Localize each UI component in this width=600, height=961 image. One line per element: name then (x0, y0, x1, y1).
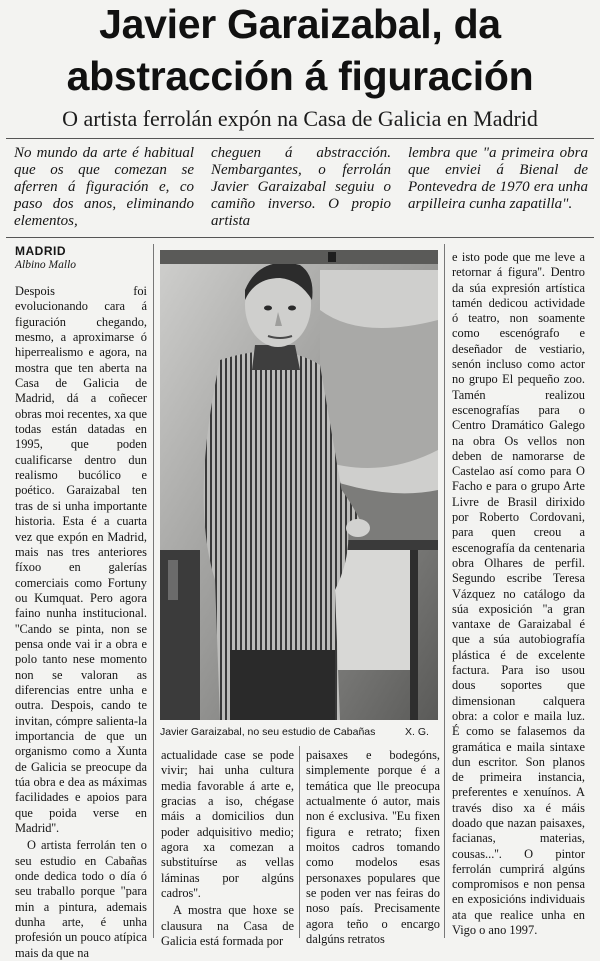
rule-top (6, 138, 594, 139)
lead-col-3: lembra que "a primeira obra que enviei á Bienal de Pontevedra de 1970 era unha arpilleira cunha zapatilla". (408, 145, 588, 212)
headline-line-2: abstracción á figuración (66, 53, 534, 99)
paragraph: actualidade case se pode vivir; hai unha cultura media favorable á arte e, gracias a iso, chégase máis a domicilios dun poder adquisitivo medio; agora xa comezan a substituírse as vellas láminas por algúns cadros''. (161, 748, 294, 901)
column-divider (444, 244, 445, 938)
body-column-middle-2 (306, 748, 440, 947)
column-divider (153, 244, 154, 938)
headline-line-1: Javier Garaizabal, da (99, 1, 501, 47)
paragraph: A mostra que hoxe se clausura na Casa de Galicia está formada por (161, 903, 294, 949)
subheadline: O artista ferrolán expón na Casa de Galicia en Madrid (62, 106, 538, 131)
artist-photo-image (160, 250, 438, 720)
paragraph: Despois foi evolucionando cara á figuración chegando, mesmo, a aproximarse ó hiperrealismo e agora, na mostra que ten aberta na Casa de Galicia de Madrid, dá a coñecer obras moi recentes, xa que todas están datadas en 1995, que poden cualificarse dentro dun realismo bucólico e poético. Garaizabal ten tras de si unha importante historia. Esta é a cuarta vez que expón en Madrid, mais nas tres anteriores fíxoo en galerías comerciais como Fortuny ou Kumquat. Pero agora faino nunha institucional. ''Cando se pinta, non se pensa onde vai ir a obra e polo tanto nese momento non se valoran as diferencias entre unha e outra. Despois, cando te invitan, cómpre salienta-la importancia de que un organismo como a Xunta de Galicia se preocupe da túa obra e dea as máximas facilidades e apoios para que poida verse en Madrid''. (15, 284, 147, 836)
body-column-right (452, 250, 585, 938)
paragraph: paisaxes e bodegóns, simplemente porque é a temática que lle preocupa actualmente ó autor, mais non é exclusiva. ''Eu fixen figura e retrato; fixen moitos cadros tomando como modelos esas personaxes populares que se poden ver nas feiras do noso país. Precisamente agora teño o encargo dalgúns retratos (306, 748, 440, 947)
column-divider (299, 746, 300, 938)
body-column-left (15, 284, 147, 961)
paragraph: e isto pode que me leve a retornar á figura''. Dentro da súa expresión artística tamén dedicou actividade ó teatro, non soamente como escenógrafo e deseñador de vestiario, senón incluso como actor no grupo El pequeño zoo. Tamén realizou escenografías para o Centro Dramático Galego na obra Os vellos non deben de namorarse de Castelao así como para O Facho e para o grupo Arte Livre de Brasil dirixido por Roberto Cordovani, para quen creou a escenografía da centenaria obra Olhares de perfil. Segundo escribe Teresa Vázquez no catálogo da súa exposición ''a gran vantaxe de Garaizabal é que a súa autobiografía plástica é de excelente factura. Para iso usou dous soportes que dimensionan calquera obra: a color e maila luz. É como se falasemos da gramática e maila sintaxe dun escritor. Son planos de primeira instancia, preferentes e xenuínos. A través diso xa é máis doado que nazan paisaxes, facianas, materias, cousas...''. O pintor ferrolán cumprirá algúns compromisos e non pensa en exposicións individuais ata que realice unha en Vigo o ano 1997. (452, 250, 585, 938)
rule-bottom (6, 237, 594, 238)
lead-col-1: No mundo da arte é habitual que os que comezan se aferren á figuración e, co paso dos anos, eliminando elementos, (14, 145, 194, 229)
body-column-middle (161, 748, 294, 949)
paragraph: O artista ferrolán ten o seu estudio en Cabañas onde dedica todo o día ó seu traballo porque "para min a pintura, ademais dunha arte, é unha profesión un pouco atípica mais da que na (15, 838, 147, 960)
byline-author: Albino Mallo (15, 259, 77, 271)
byline-city: MADRID (15, 244, 66, 258)
photo-credit: X. G. (405, 726, 429, 738)
artist-photo (160, 250, 438, 720)
photo-caption: Javier Garaizabal, no seu estudio de Cabañas (160, 726, 376, 738)
headline (0, 2, 600, 98)
lead-col-2: cheguen á abstracción. Nembargantes, o ferrolán Javier Garaizabal seguiu o camiño inverso. O propio artista (211, 145, 391, 229)
